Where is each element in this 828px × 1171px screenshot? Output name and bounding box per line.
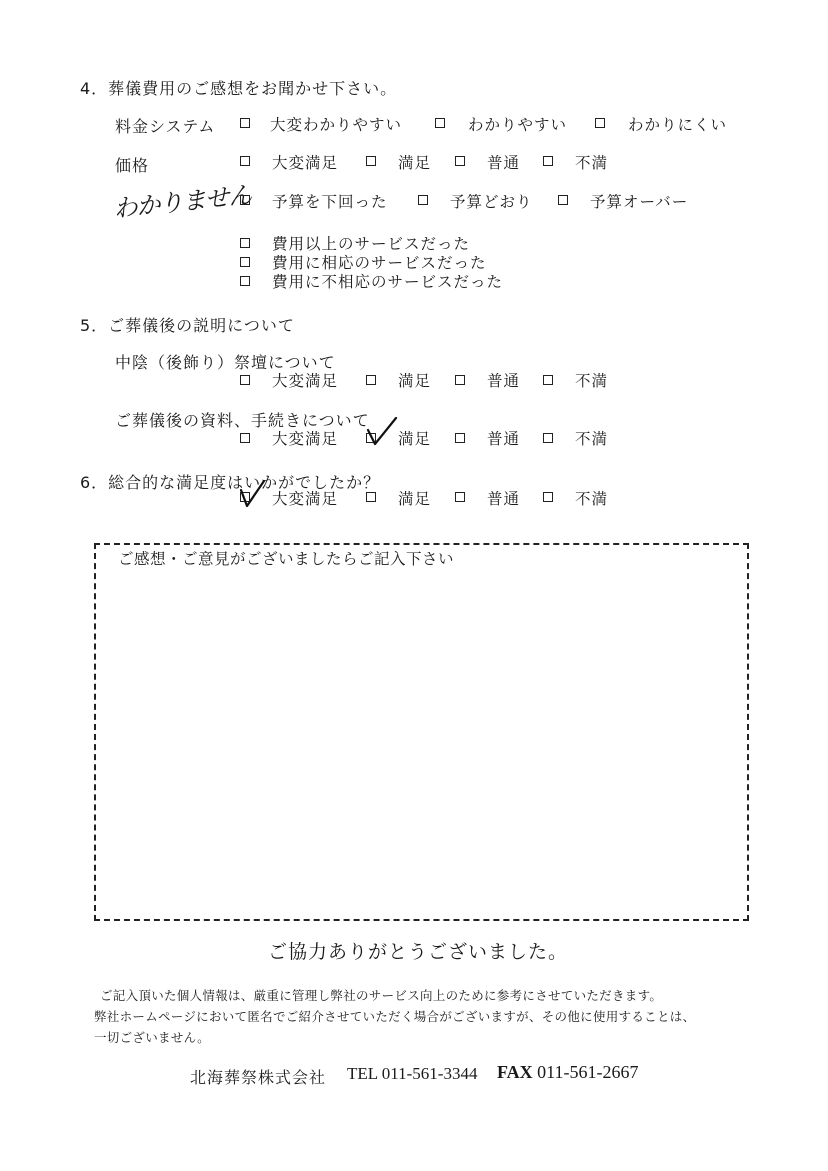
handwritten-note: わかりません — [112, 180, 253, 224]
option-label: 普通 — [487, 154, 521, 172]
option-label: 費用以上のサービスだった — [272, 235, 471, 253]
option-label: 普通 — [487, 372, 521, 390]
checkbox-docs-average[interactable] — [455, 433, 465, 443]
checkbox-system-clear[interactable] — [435, 118, 445, 128]
privacy-line-1: ご記入頂いた個人情報は、厳重に管理し弊社のサービス向上のために参考にさせていただきます。 — [100, 988, 663, 1003]
q4-title: 4．葬儀費用のご感想をお聞かせ下さい。 — [80, 79, 398, 98]
option-label: 不満 — [575, 372, 609, 390]
checkbox-overall-satisfied[interactable] — [366, 492, 376, 502]
checkbox-service-above[interactable] — [240, 238, 250, 248]
checkbox-overall-very-satisfied[interactable] — [240, 492, 250, 502]
checkbox-docs-satisfied[interactable] — [366, 433, 376, 443]
checkbox-altar-very-satisfied[interactable] — [240, 375, 250, 385]
option-label: 不満 — [575, 490, 609, 508]
checkbox-system-very-clear[interactable] — [240, 118, 250, 128]
option-label: 予算どおり — [450, 193, 533, 211]
q6-title: 6．総合的な満足度はいかがでしたか？ — [80, 473, 381, 492]
q5-altar-label: 中陰（後飾り）祭壇について — [115, 353, 336, 372]
thanks-message: ご協力ありがとうございました。 — [268, 941, 569, 963]
option-label: 不満 — [575, 430, 609, 448]
comment-box[interactable] — [94, 543, 749, 921]
checkbox-altar-satisfied[interactable] — [366, 375, 376, 385]
checkbox-price-average[interactable] — [455, 156, 465, 166]
checkbox-price-dissatisfied[interactable] — [543, 156, 553, 166]
checkbox-overall-dissatisfied[interactable] — [543, 492, 553, 502]
checkbox-system-unclear[interactable] — [595, 118, 605, 128]
option-label: 大変満足 — [272, 430, 339, 448]
option-label: 満足 — [398, 372, 432, 390]
privacy-line-3: 一切ございません。 — [94, 1030, 210, 1045]
option-label: 普通 — [487, 490, 521, 508]
checkbox-altar-average[interactable] — [455, 375, 465, 385]
option-label: 満足 — [398, 430, 432, 448]
company-tel: TEL 011-561-3344 — [347, 1064, 478, 1083]
q5-docs-label: ご葬儀後の資料、手続きについて — [115, 411, 370, 430]
option-label: 満足 — [398, 154, 432, 172]
option-label: 費用に相応のサービスだった — [272, 254, 487, 272]
option-label: 大変わかりやすい — [270, 116, 403, 134]
comment-label: ご感想・ご意見がございましたらご記入下さい — [118, 550, 455, 568]
option-label: 不満 — [575, 154, 609, 172]
fax-number: 011-561-2667 — [537, 1062, 639, 1082]
company-fax — [497, 1062, 639, 1083]
option-label: 予算を下回った — [272, 193, 388, 211]
option-label: 費用に不相応のサービスだった — [272, 273, 504, 291]
option-label: 大変満足 — [272, 154, 339, 172]
checkbox-docs-dissatisfied[interactable] — [543, 433, 553, 443]
fax-label: FAX — [497, 1062, 533, 1082]
option-label: わかりにくい — [628, 116, 728, 134]
checkbox-service-below[interactable] — [240, 276, 250, 286]
option-label: 大変満足 — [272, 372, 339, 390]
checkbox-price-satisfied[interactable] — [366, 156, 376, 166]
checkbox-service-fair[interactable] — [240, 257, 250, 267]
checkbox-budget-on[interactable] — [418, 195, 428, 205]
option-label: 満足 — [398, 490, 432, 508]
checkbox-altar-dissatisfied[interactable] — [543, 375, 553, 385]
checkbox-overall-average[interactable] — [455, 492, 465, 502]
checkbox-budget-under[interactable] — [240, 195, 250, 205]
option-label: わかりやすい — [468, 116, 568, 134]
checkbox-price-very-satisfied[interactable] — [240, 156, 250, 166]
privacy-line-2: 弊社ホームページにおいて匿名でご紹介させていただく場合がございますが、その他に使用することは、 — [94, 1009, 696, 1024]
checkbox-docs-very-satisfied[interactable] — [240, 433, 250, 443]
q4-system-label: 料金システム — [115, 117, 216, 136]
q4-price-label: 価格 — [115, 156, 150, 175]
company-name: 北海葬祭株式会社 — [190, 1068, 327, 1087]
option-label: 大変満足 — [272, 490, 339, 508]
option-label: 予算オーバー — [590, 193, 689, 211]
checkbox-budget-over[interactable] — [558, 195, 568, 205]
option-label: 普通 — [487, 430, 521, 448]
q5-title: 5．ご葬儀後の説明について — [80, 316, 295, 335]
